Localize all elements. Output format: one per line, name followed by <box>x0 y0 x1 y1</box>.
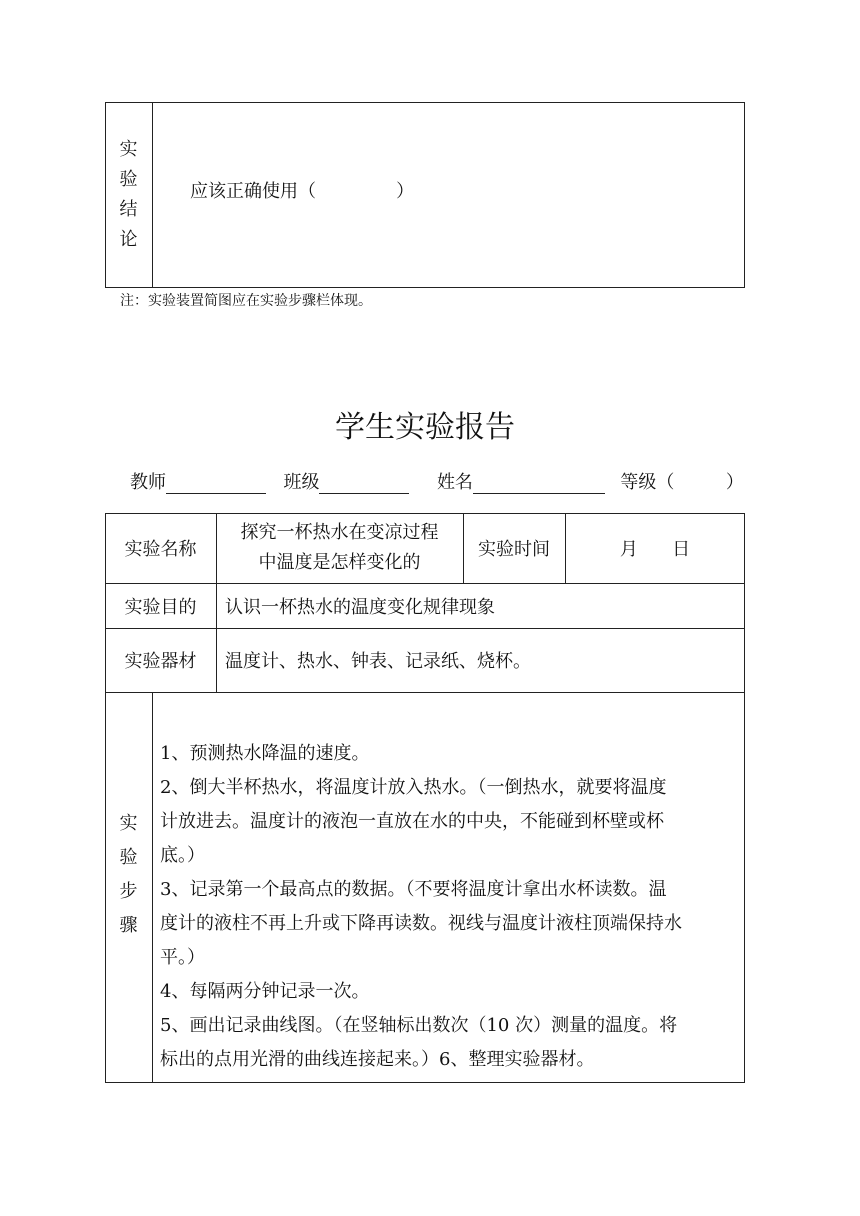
experiment-equipment-label: 实验器材 <box>124 651 197 672</box>
teacher-label: 教师 <box>130 472 166 493</box>
step-line: 计放进去。温度计的液泡一直放在水的中央，不能碰到杯壁或杯 <box>160 811 664 832</box>
steps-label <box>105 800 152 950</box>
conclusion-divider <box>152 102 153 288</box>
conclusion-label <box>105 102 152 288</box>
steps-list <box>160 737 740 1077</box>
step-line: 4、每隔两分钟记录一次。 <box>160 981 370 1002</box>
step-line: 2、倒大半杯热水，将温度计放入热水。（一倒热水，就要将温度 <box>160 777 667 798</box>
label-char: 骤 <box>119 915 138 936</box>
step-line: 底。） <box>160 845 205 866</box>
label-char: 论 <box>119 229 138 250</box>
col-divider <box>216 583 217 692</box>
experiment-purpose-value: 认识一杯热水的温度变化规律现象 <box>225 596 495 618</box>
label-char: 实 <box>119 139 138 160</box>
teacher-field[interactable] <box>166 471 266 494</box>
label-char: 步 <box>119 881 138 902</box>
name-field[interactable] <box>473 471 605 494</box>
step-line: 平。） <box>160 947 205 968</box>
experiment-time-label: 实验时间 <box>478 539 550 560</box>
experiment-name-label: 实验名称 <box>124 539 197 560</box>
label-char: 实 <box>119 813 138 834</box>
footnote: 注：实验装置简图应在实验步骤栏体现。 <box>120 293 372 309</box>
step-line: 1、预测热水降温的速度。 <box>160 743 370 764</box>
report-title: 学生实验报告 <box>335 410 515 445</box>
experiment-name-line: 中温度是怎样变化的 <box>258 552 421 573</box>
grade-label: 等级（ ） <box>620 472 744 493</box>
experiment-name-value <box>216 513 463 583</box>
header-fields <box>130 468 744 494</box>
experiment-purpose-label: 实验目的 <box>124 596 197 618</box>
experiment-time-value: 月 日 <box>619 539 691 560</box>
experiment-equipment-value: 温度计、热水、钟表、记录纸、烧杯。 <box>225 651 531 672</box>
experiment-name-line: 探究一杯热水在变凉过程 <box>240 522 439 543</box>
step-line: 标出的点用光滑的曲线连接起来。）6、整理实验器材。 <box>160 1049 595 1070</box>
step-line: 3、记录第一个最高点的数据。（不要将温度计拿出水杯读数。温 <box>160 879 667 900</box>
label-char: 验 <box>119 169 138 190</box>
step-line: 度计的液柱不再上升或下降再读数。视线与温度计液柱顶端保持水 <box>160 913 682 934</box>
class-field[interactable] <box>319 471 409 494</box>
col-divider <box>152 692 153 1083</box>
row-divider <box>105 692 745 693</box>
class-label: 班级 <box>283 472 320 493</box>
conclusion-text: 应该正确使用（ ） <box>190 181 415 202</box>
name-label: 姓名 <box>436 472 473 493</box>
step-line: 5、画出记录曲线图。（在竖轴标出数次（10 次）测量的温度。将 <box>160 1015 678 1036</box>
label-char: 结 <box>119 199 138 220</box>
label-char: 验 <box>119 847 138 868</box>
